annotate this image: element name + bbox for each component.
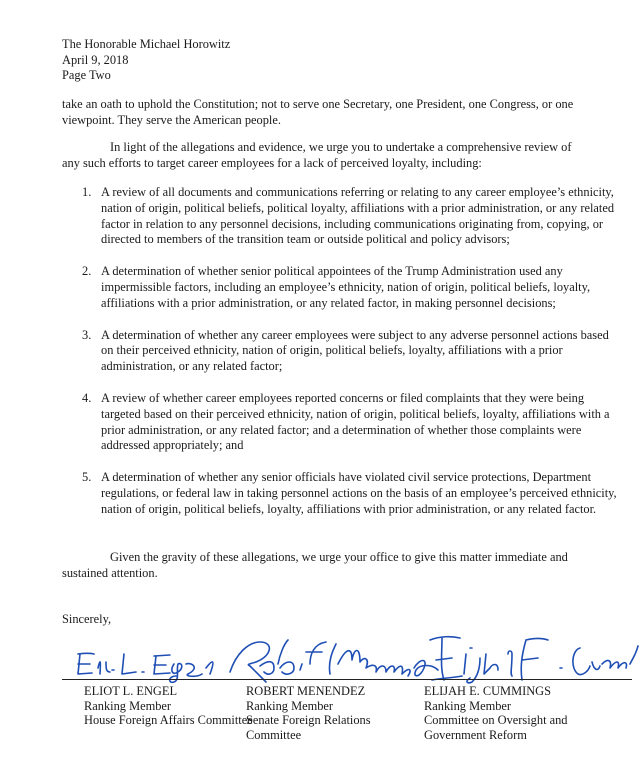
signatory-committee-cont: Committee — [246, 727, 302, 742]
intro-rest: any such efforts to target career employees for a lack of perceived loyalty, including: — [62, 155, 482, 170]
list-item — [62, 185, 617, 248]
page-number-line: Page Two — [62, 68, 111, 82]
closing-paragraph — [62, 550, 610, 582]
signatory-role: Ranking Member — [424, 698, 512, 713]
signature-line — [62, 679, 632, 680]
recipient-line: The Honorable Michael Horowitz — [62, 37, 231, 51]
list-item — [62, 328, 617, 375]
closing-first-line: Given the gravity of these allegations, we urge your office to give this matter immediate and — [110, 550, 568, 564]
letter-header — [62, 37, 230, 84]
signatory-committee: Senate Foreign Relations — [246, 713, 371, 727]
signature-menendez-loop — [414, 661, 438, 676]
date-line: April 9, 2018 — [62, 52, 129, 67]
signatory-block-cummings — [424, 684, 568, 742]
signature-engel — [78, 653, 213, 682]
signatory-role: Ranking Member — [246, 698, 334, 713]
list-item-number: 5. — [82, 470, 92, 485]
list-item-text: A review of whether career employees reported concerns or filed complaints that they were being targeted based on their perceived ethnicity, nation of origin, political beliefs, loyalty, affiliations with a prior administration, or any related factor; and a determination of whether those complaints were addressed appropriately; and — [101, 390, 610, 453]
signatory-block-engel — [84, 684, 253, 728]
signatory-role: Ranking Member — [84, 698, 172, 713]
list-item — [62, 470, 617, 517]
list-item-text: A determination of whether senior political appointees of the Trump Administration used any impermissible factors, including an employee’s ethnicity, nation of origin, political beliefs, loyalty, affiliations with a prior administration, or any related factor, in making personnel decisions; — [101, 264, 591, 310]
signatory-name: ROBERT MENENDEZ — [246, 684, 366, 698]
signature-cummings — [430, 637, 638, 683]
list-item-number: 3. — [82, 327, 92, 342]
list-item — [62, 391, 617, 454]
list-item-text: A review of all documents and communications referring or relating to any career employee’s ethnicity, nation of origin, political beliefs, political loyalty, affiliations with a prior administration, or any related factor in relation to any personnel decisions, including communications originating from, copying, or directed to members of the transition team or outside political and policy advisors; — [101, 185, 615, 247]
signature-scribbles — [60, 624, 640, 684]
signatory-committee-cont: Government Reform — [424, 727, 527, 742]
closing-rest: sustained attention. — [62, 565, 158, 580]
list-item-number: 4. — [82, 390, 92, 405]
signatory-block-menendez — [246, 684, 371, 742]
signatory-name: ELIJAH E. CUMMINGS — [424, 684, 552, 698]
continuation-paragraph: take an oath to uphold the Constitution; not to serve one Secretary, one President, one Congress, or one viewpoint. They serve the American people. — [62, 97, 574, 127]
request-list — [62, 185, 617, 534]
signatory-committee: House Foreign Affairs Committee — [84, 713, 253, 727]
intro-paragraph — [62, 140, 610, 172]
sincerely-text: Sincerely, — [62, 612, 112, 626]
signatory-committee: Committee on Oversight and — [424, 713, 568, 727]
list-item-text: A determination of whether any career employees were subject to any adverse personnel actions based on their perceived ethnicity, nation of origin, political beliefs, loyalty, affiliations with a prior administration, or any related factor; — [101, 327, 609, 374]
signature-menendez — [230, 640, 410, 682]
list-item-number: 2. — [82, 264, 92, 279]
list-item-text: A determination of whether any senior officials have violated civil service protections, Department regulations, or federal law in taking personnel actions on the basis of an employee’s perceived ethnicity, nation of origin, political beliefs, loyalty, affiliations with prior administration, or any related factor. — [101, 470, 617, 516]
intro-first-line: In light of the allegations and evidence, we urge you to undertake a comprehensive review of — [110, 140, 572, 154]
list-item-number: 1. — [82, 185, 92, 199]
signatory-name: ELIOT L. ENGEL — [84, 684, 178, 698]
list-item — [62, 264, 617, 311]
